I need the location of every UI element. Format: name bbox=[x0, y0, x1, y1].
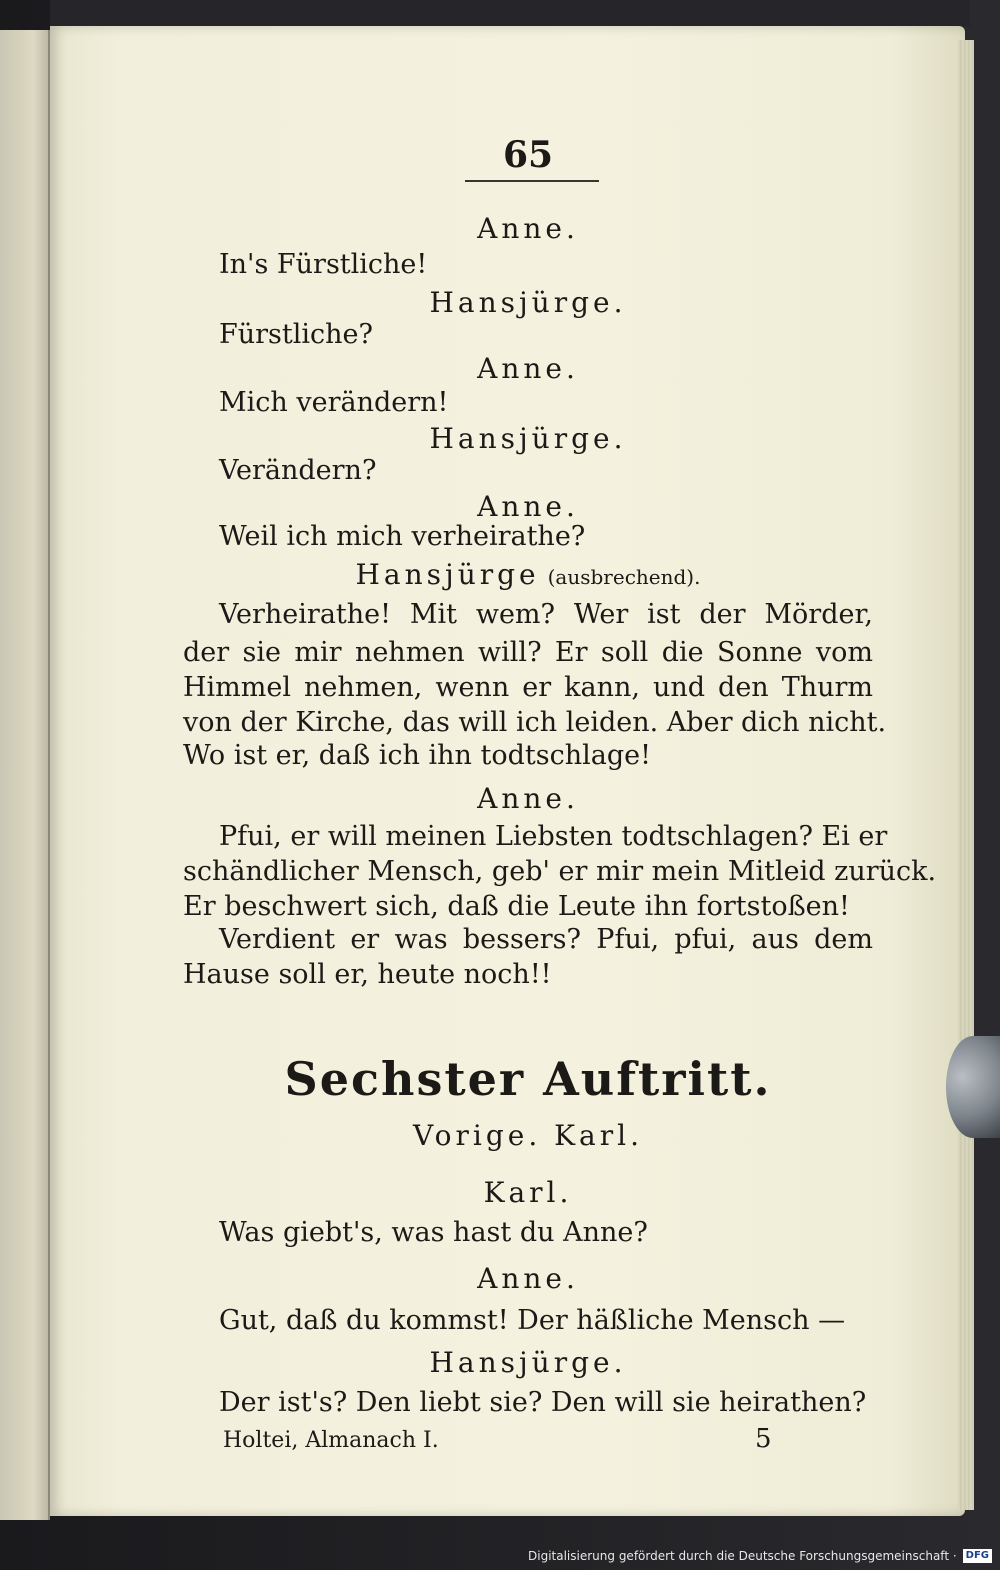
speaker-name bbox=[183, 490, 873, 524]
speaker-label: Anne. bbox=[477, 1262, 579, 1295]
dialogue-line: Hause soll er, heute noch!! bbox=[183, 959, 552, 990]
book-page bbox=[50, 26, 965, 1516]
dialogue-line: schändlicher Mensch, geb' er mir mein Mitleid zurück. bbox=[183, 856, 937, 887]
facing-page-edge bbox=[0, 30, 50, 1520]
dialogue-line: Verheirathe! Mit wem? Wer ist der Mörder, bbox=[219, 599, 873, 630]
dialogue-line: Pfui, er will meinen Liebsten todtschlagen? Ei er bbox=[219, 821, 888, 852]
speaker-label: Hansjürge bbox=[355, 558, 540, 591]
speaker-label: Karl. bbox=[483, 1176, 573, 1209]
speaker-label: Hansjürge. bbox=[429, 422, 627, 455]
dialogue-line: Fürstliche? bbox=[219, 319, 373, 350]
speaker-label: Anne. bbox=[477, 782, 579, 815]
dfg-logo: DFG bbox=[963, 1549, 992, 1563]
speaker-name bbox=[183, 422, 873, 456]
dialogue-line: der sie mir nehmen will? Er soll die Sonne vom bbox=[183, 637, 873, 668]
stage-direction: (ausbrechend). bbox=[547, 565, 701, 589]
footer-sheet-number: 5 bbox=[755, 1424, 772, 1454]
credit-text: Digitalisierung gefördert durch die Deutsche Forschungsgemeinschaft · bbox=[528, 1549, 957, 1563]
speaker-label: Hansjürge. bbox=[429, 286, 627, 319]
dialogue-line: Mich verändern! bbox=[219, 387, 449, 418]
dialogue-line: Himmel nehmen, wenn er kann, und den Thurm bbox=[183, 672, 873, 703]
page-stack-edge bbox=[958, 40, 974, 1510]
page-number: 65 bbox=[502, 134, 554, 176]
speaker-name bbox=[183, 782, 873, 816]
dialogue-line: Verändern? bbox=[219, 455, 377, 486]
page-number-rule bbox=[465, 180, 599, 182]
dialogue-line: Verdient er was bessers? Pfui, pfui, aus dem bbox=[219, 924, 873, 955]
speaker-name bbox=[183, 1262, 873, 1296]
dialogue-line: Was giebt's, was hast du Anne? bbox=[219, 1217, 648, 1248]
speaker-label: Anne. bbox=[477, 352, 579, 385]
dialogue-line: In's Fürstliche! bbox=[219, 249, 428, 280]
speaker-name bbox=[183, 212, 873, 246]
page-clamp bbox=[946, 1036, 1000, 1138]
speaker-label: Hansjürge. bbox=[429, 1346, 627, 1379]
footer-signature: Holtei, Almanach I. bbox=[223, 1428, 439, 1453]
speaker-name bbox=[183, 286, 873, 320]
speaker-name bbox=[183, 352, 873, 386]
speaker-name bbox=[183, 1346, 873, 1380]
dialogue-line: Gut, daß du kommst! Der häßliche Mensch — bbox=[219, 1305, 846, 1336]
speaker-label: Anne. bbox=[477, 212, 579, 245]
digitization-credit bbox=[528, 1546, 992, 1566]
scene-heading: Sechster Auftritt. bbox=[284, 1052, 772, 1106]
speaker-name bbox=[183, 558, 873, 594]
speaker-label: Anne. bbox=[477, 490, 579, 523]
dialogue-line: Der ist's? Den liebt sie? Den will sie heirathen? bbox=[219, 1387, 867, 1418]
speaker-name bbox=[183, 1176, 873, 1210]
dialogue-line: Weil ich mich verheirathe? bbox=[219, 521, 586, 552]
top-margin bbox=[50, 0, 970, 26]
dialogue-line: von der Kirche, das will ich leiden. Aber dich nicht. bbox=[183, 707, 887, 738]
dialogue-line: Wo ist er, daß ich ihn todtschlage! bbox=[183, 740, 651, 771]
dialogue-line: Er beschwert sich, daß die Leute ihn fortstoßen! bbox=[183, 891, 850, 922]
scene-cast: Vorige. Karl. bbox=[413, 1119, 643, 1152]
